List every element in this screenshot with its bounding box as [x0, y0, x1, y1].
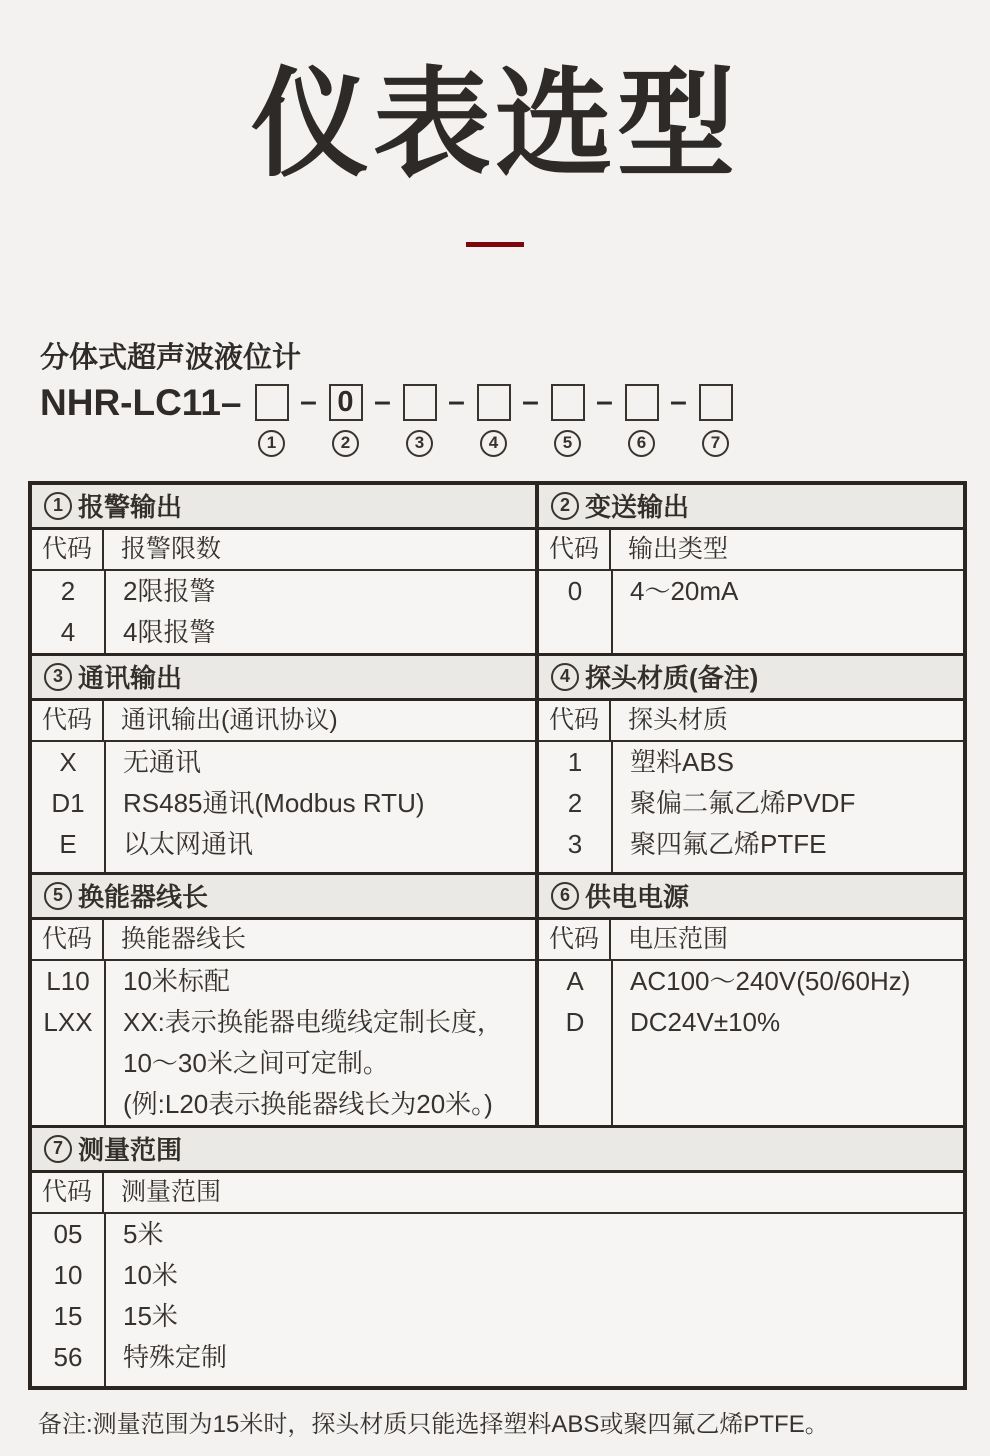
section-3-header	[32, 656, 535, 701]
column-header-row	[32, 530, 535, 571]
section-number-4: 4	[551, 663, 579, 691]
desc-cell	[106, 1255, 963, 1296]
code-cell: D	[539, 1002, 613, 1043]
section-6	[539, 875, 963, 1125]
page-title: 仪表选型	[250, 59, 739, 191]
code-cell: 56	[32, 1337, 106, 1378]
position-number-6: 6	[628, 430, 655, 457]
desc-cell	[613, 742, 963, 783]
code-column-header: 代码	[539, 920, 611, 961]
desc-cell	[106, 824, 535, 865]
desc-line: 特殊定制	[123, 1341, 228, 1372]
section-title-text: 报警输出	[78, 492, 183, 522]
section-3	[32, 656, 535, 872]
position-number-7: 7	[702, 430, 729, 457]
column-header-row	[539, 920, 963, 961]
desc-cell	[106, 612, 535, 653]
section-number-3: 3	[44, 663, 72, 691]
desc-line: AC100～240V(50/60Hz)	[630, 965, 911, 996]
model-box-5	[551, 384, 585, 421]
position-number-5: 5	[554, 430, 581, 457]
desc-column-header: 电压范围	[611, 920, 963, 961]
table-row	[32, 1296, 963, 1337]
code-cell: LXX	[32, 1002, 106, 1125]
code-column-header: 代码	[32, 1173, 104, 1214]
desc-cell	[106, 742, 535, 783]
section-7-body	[32, 1173, 963, 1386]
section-number-6: 6	[551, 882, 579, 910]
desc-cell	[106, 1296, 963, 1337]
footnote: 备注:测量范围为15米时，探头材质只能选择塑料ABS或聚四氟乙烯PTFE。	[38, 1410, 829, 1438]
section-5-header	[32, 875, 535, 920]
section-7	[32, 1128, 963, 1386]
desc-column-header: 换能器线长	[104, 920, 535, 961]
table-row	[32, 1337, 963, 1378]
code-cell: X	[32, 742, 106, 783]
position-number-4: 4	[480, 430, 507, 457]
section-2-body	[539, 530, 963, 653]
filler-code	[32, 865, 106, 872]
desc-line: 10米标配	[123, 965, 230, 996]
table-row	[32, 1214, 963, 1255]
position-number-3: 3	[406, 430, 433, 457]
table-band-2	[32, 656, 963, 872]
desc-line: 聚四氟乙烯PTFE	[630, 828, 827, 859]
code-cell: 15	[32, 1296, 106, 1337]
section-4-header	[539, 656, 963, 701]
filler-code	[539, 1043, 613, 1125]
desc-cell	[106, 1337, 963, 1378]
model-box-3	[403, 384, 437, 421]
selection-table	[28, 481, 967, 1390]
desc-cell	[613, 783, 963, 824]
table-row	[539, 1002, 963, 1043]
table-row	[32, 961, 535, 1002]
table-row	[32, 1255, 963, 1296]
model-box-2: 0	[329, 384, 363, 421]
model-code-line	[40, 381, 990, 457]
code-column-header: 代码	[32, 920, 104, 961]
desc-cell	[613, 961, 963, 1002]
model-prefix: NHR-LC11–	[40, 381, 242, 423]
column-header-row	[32, 1173, 963, 1214]
code-cell: E	[32, 824, 106, 865]
section-number-2: 2	[551, 492, 579, 520]
desc-cell	[613, 824, 963, 865]
desc-column-header: 报警限数	[104, 530, 535, 571]
section-2-header	[539, 485, 963, 530]
code-column-header: 代码	[539, 530, 611, 571]
section-1	[32, 485, 535, 653]
desc-line: 10米	[123, 1259, 178, 1290]
filler-code	[539, 865, 613, 872]
desc-column-header: 通讯输出(通讯协议)	[104, 701, 535, 742]
filler-code	[539, 612, 613, 653]
section-title-text: 测量范围	[78, 1135, 183, 1165]
section-title-text: 探头材质(备注)	[585, 663, 759, 693]
table-row	[539, 783, 963, 824]
model-dash: –	[670, 385, 687, 418]
section-5-body	[32, 920, 535, 1125]
filler-desc	[613, 612, 963, 653]
table-row	[539, 824, 963, 865]
desc-line: 聚偏二氟乙烯PVDF	[630, 787, 856, 818]
section-5	[32, 875, 535, 1125]
desc-line: 2限报警	[123, 575, 216, 606]
desc-line: 塑料ABS	[630, 746, 735, 777]
desc-column-header: 测量范围	[104, 1173, 963, 1214]
model-position-5	[550, 384, 586, 457]
code-cell: 2	[539, 783, 613, 824]
model-dash: –	[374, 385, 391, 418]
section-number-1: 1	[44, 492, 72, 520]
desc-line: RS485通讯(Modbus RTU)	[123, 787, 425, 818]
desc-line: 4限报警	[123, 616, 216, 647]
title-divider	[466, 242, 524, 247]
column-header-row	[32, 701, 535, 742]
section-7-header	[32, 1128, 963, 1173]
table-row	[32, 1002, 535, 1125]
filler-desc	[106, 865, 535, 872]
section-2	[539, 485, 963, 653]
code-column-header: 代码	[539, 701, 611, 742]
section-title-text: 通讯输出	[78, 663, 183, 693]
desc-cell	[106, 783, 535, 824]
code-cell: 3	[539, 824, 613, 865]
section-number-7: 7	[44, 1135, 72, 1163]
model-position-3	[402, 384, 438, 457]
desc-cell	[106, 1214, 963, 1255]
model-dash: –	[522, 385, 539, 418]
filler-row	[539, 865, 963, 872]
desc-column-header: 输出类型	[611, 530, 963, 571]
section-title-text: 换能器线长	[78, 882, 209, 912]
filler-code	[32, 1378, 106, 1386]
position-number-2: 2	[332, 430, 359, 457]
code-cell: D1	[32, 783, 106, 824]
model-position-1	[254, 384, 290, 457]
code-cell: 10	[32, 1255, 106, 1296]
filler-desc	[613, 1043, 963, 1125]
table-row	[539, 571, 963, 612]
section-title-text: 供电电源	[585, 882, 690, 912]
filler-row	[539, 612, 963, 653]
desc-line: 5米	[123, 1218, 164, 1249]
section-3-body	[32, 701, 535, 872]
desc-line: 以太网通讯	[123, 828, 254, 859]
model-position-6	[624, 384, 660, 457]
model-dash: –	[596, 385, 613, 418]
section-1-header	[32, 485, 535, 530]
section-6-header	[539, 875, 963, 920]
table-band-3	[32, 875, 963, 1125]
model-position-4	[476, 384, 512, 457]
model-box-7	[699, 384, 733, 421]
filler-row	[539, 1043, 963, 1125]
filler-desc	[106, 1378, 963, 1386]
desc-line: (例:L20表示换能器线长为20米。)	[123, 1088, 493, 1119]
filler-row	[32, 1378, 963, 1386]
code-cell: 1	[539, 742, 613, 783]
code-cell: A	[539, 961, 613, 1002]
table-row	[32, 824, 535, 865]
section-1-body	[32, 530, 535, 653]
filler-desc	[613, 865, 963, 872]
model-position-7	[698, 384, 734, 457]
desc-line: 10～30米之间可定制。	[123, 1047, 389, 1078]
table-row	[32, 742, 535, 783]
section-4	[539, 656, 963, 872]
desc-line: 15米	[123, 1300, 178, 1331]
column-header-row	[32, 920, 535, 961]
desc-line: 无通讯	[123, 746, 202, 777]
desc-cell	[106, 571, 535, 612]
model-box-6	[625, 384, 659, 421]
table-band-1	[32, 485, 963, 653]
table-row	[539, 742, 963, 783]
code-column-header: 代码	[32, 701, 104, 742]
model-dash: –	[448, 385, 465, 418]
desc-cell	[106, 1002, 535, 1125]
model-box-1	[255, 384, 289, 421]
code-cell: 2	[32, 571, 106, 612]
section-title-text: 变送输出	[585, 492, 690, 522]
table-row	[32, 571, 535, 612]
desc-column-header: 探头材质	[611, 701, 963, 742]
model-position-2	[328, 384, 364, 457]
table-row	[32, 783, 535, 824]
section-number-5: 5	[44, 882, 72, 910]
column-header-row	[539, 530, 963, 571]
model-box-4	[477, 384, 511, 421]
table-band-4	[32, 1128, 963, 1386]
section-6-body	[539, 920, 963, 1125]
desc-line: DC24V±10%	[630, 1006, 781, 1037]
desc-line: XX:表示换能器电缆线定制长度，	[123, 1006, 503, 1037]
column-header-row	[539, 701, 963, 742]
table-row	[539, 961, 963, 1002]
code-cell: 0	[539, 571, 613, 612]
position-number-1: 1	[258, 430, 285, 457]
desc-cell	[613, 1002, 963, 1043]
model-dash: –	[300, 385, 317, 418]
section-4-body	[539, 701, 963, 872]
filler-row	[32, 865, 535, 872]
desc-cell	[613, 571, 963, 612]
code-column-header: 代码	[32, 530, 104, 571]
desc-line: 4～20mA	[630, 575, 739, 606]
code-cell: L10	[32, 961, 106, 1002]
code-cell: 05	[32, 1214, 106, 1255]
product-name: 分体式超声波液位计	[40, 341, 302, 374]
table-row	[32, 612, 535, 653]
code-cell: 4	[32, 612, 106, 653]
desc-cell	[106, 961, 535, 1002]
